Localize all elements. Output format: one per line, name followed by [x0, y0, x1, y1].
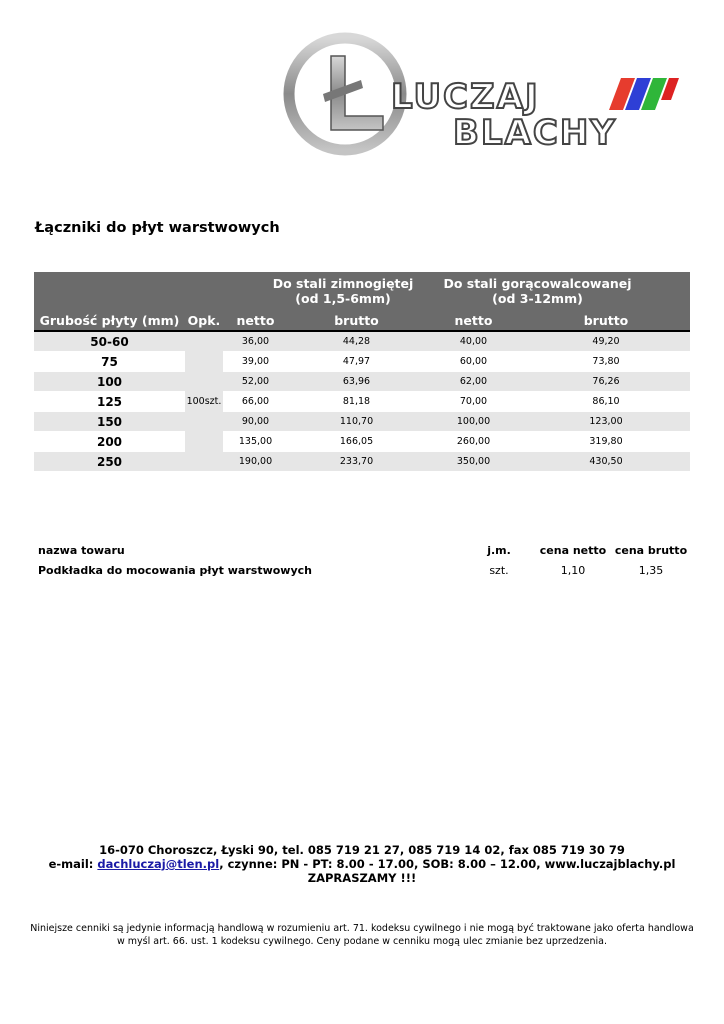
cell-cold-brutto: 44,28 [288, 331, 425, 352]
cell-cold-netto: 36,00 [223, 331, 288, 352]
cell-hot-brutto: 73,80 [522, 352, 690, 372]
cell-hot-netto: 350,00 [425, 452, 522, 472]
col-opk: Opk. [185, 310, 223, 331]
cell-thickness: 150 [34, 412, 185, 432]
legal-disclaimer: Niniejsze cenniki są jedynie informacją handlową w rozumieniu art. 71. kodeksu cywilnego i nie mogą być traktowane jako oferta handlowa w myśl art. 66. ust. 1 kodeksu cywilnego. Ceny podane w cenniku mogą ulec zmianie bez uprzedzenia. [30, 923, 694, 947]
cell-cold-netto: 90,00 [223, 412, 288, 432]
cell-cold-netto: 190,00 [223, 452, 288, 472]
cell-hot-netto: 260,00 [425, 432, 522, 452]
header-cold-steel: Do stali zimnogiętej (od 1,5-6mm) [288, 272, 425, 310]
cell-cold-netto: 52,00 [223, 372, 288, 392]
col-net-price: cena netto [539, 543, 607, 557]
email-link[interactable]: dachluczaj@tlen.pl [97, 857, 220, 871]
cell-thickness: 75 [34, 352, 185, 372]
cell-product-name: Podkładka do mocowania płyt warstwowych [38, 563, 312, 577]
cell-hot-brutto: 123,00 [522, 412, 690, 432]
col-cold-brutto: brutto [288, 310, 425, 331]
cell-hot-brutto: 86,10 [522, 392, 690, 412]
col-gross-price: cena brutto [614, 543, 688, 557]
cell-cold-brutto: 233,70 [288, 452, 425, 472]
company-logo [283, 28, 683, 168]
cell-hot-brutto: 319,80 [522, 432, 690, 452]
cell-thickness: 50-60 [34, 331, 185, 352]
table-row [34, 560, 690, 580]
cell-hot-brutto: 76,26 [522, 372, 690, 392]
cell-hot-netto: 70,00 [425, 392, 522, 412]
cell-net-price: 1,10 [560, 563, 586, 577]
cell-cold-brutto: 47,97 [288, 352, 425, 372]
cell-cold-brutto: 81,18 [288, 392, 425, 412]
cell-thickness: 125 [34, 392, 185, 412]
section-title: Łączniki do płyt warstwowych [35, 220, 280, 236]
fasteners-price-table [34, 272, 690, 471]
footer-hours: , czynne: PN - PT: 8.00 - 17.00, SOB: 8.00 – 12.00, www.luczajblachy.pl [219, 857, 676, 871]
logo-word-2: BLACHY [453, 113, 617, 153]
cell-thickness: 250 [34, 452, 185, 472]
col-hot-netto: netto [425, 310, 522, 331]
cell-hot-brutto: 430,50 [522, 452, 690, 472]
table-row [34, 352, 690, 372]
contact-footer [0, 843, 724, 885]
table-row [34, 432, 690, 452]
accessory-price-table [34, 540, 690, 580]
table-row [34, 372, 690, 392]
cell-unit: szt. [489, 563, 509, 577]
cell-hot-netto: 40,00 [425, 331, 522, 352]
logo-graphic [283, 28, 683, 168]
cell-cold-netto: 39,00 [223, 352, 288, 372]
cell-hot-netto: 60,00 [425, 352, 522, 372]
col-thickness: Grubość płyty (mm) [34, 310, 185, 331]
cell-thickness: 100 [34, 372, 185, 392]
table-row [34, 452, 690, 472]
col-product-name: nazwa towaru [38, 543, 125, 557]
cell-cold-brutto: 110,70 [288, 412, 425, 432]
cell-gross-price: 1,35 [638, 563, 664, 577]
table-row [34, 412, 690, 432]
cell-cold-netto: 135,00 [223, 432, 288, 452]
cell-hot-netto: 100,00 [425, 412, 522, 432]
cell-cold-brutto: 166,05 [288, 432, 425, 452]
col-hot-brutto: brutto [522, 310, 690, 331]
footer-email-prefix: e-mail: [48, 857, 98, 871]
logo-word-1: LUCZAJ [391, 77, 540, 117]
cell-hot-netto: 62,00 [425, 372, 522, 392]
footer-welcome: ZAPRASZAMY !!! [307, 871, 417, 885]
cell-cold-brutto: 63,96 [288, 372, 425, 392]
col-cold-netto: netto [223, 310, 288, 331]
table-row [34, 392, 690, 412]
cell-hot-brutto: 49,20 [522, 331, 690, 352]
header-hot-steel: Do stali gorącowalcowanej (od 3-12mm) [425, 272, 690, 310]
table-row [34, 331, 690, 352]
cell-thickness: 200 [34, 432, 185, 452]
col-unit: j.m. [487, 543, 511, 557]
cell-opk: 100szt. [185, 331, 223, 471]
cell-cold-netto: 66,00 [223, 392, 288, 412]
footer-contact-line [0, 857, 724, 871]
footer-address: 16-070 Choroszcz, Łyski 90, tel. 085 719 21 27, 085 719 14 02, fax 085 719 30 79 [99, 843, 625, 857]
